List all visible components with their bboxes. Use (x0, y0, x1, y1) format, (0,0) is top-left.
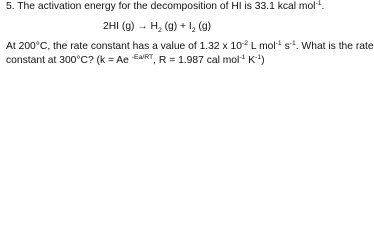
reaction-product-h2: H (147, 21, 158, 32)
question-line (6, 55, 265, 67)
line3-exp-1: -2 (241, 40, 248, 47)
reaction-reactant: 2HI (g) (103, 21, 138, 32)
reaction-product-mid: (g) + I (161, 21, 192, 32)
line3-text-d: . What is the rate (295, 41, 374, 52)
line4-text-a: constant at 300°C? (k = Ae (6, 55, 132, 66)
line3-exp-3: -1 (289, 40, 296, 47)
reaction-product-end: (g) (195, 21, 212, 32)
line4-exp-1: -Ea/RT (131, 54, 154, 61)
rate-constant-line (6, 41, 374, 53)
reaction-equation (103, 21, 211, 33)
line4-exp-2: -1 (239, 54, 246, 61)
line3-text-a: At 200°C, the rate constant has a value of 1.32 x 10 (6, 41, 242, 52)
line4-text-b: , R = 1.987 cal mol (153, 55, 240, 66)
line3-text-b: L mol (248, 41, 276, 52)
line3-exp-2: -1 (275, 40, 282, 47)
line4-exp-3: -1 (255, 54, 262, 61)
question-statement (6, 1, 324, 13)
line3-text-c: s (281, 41, 290, 52)
h2-subscript: 2 (157, 26, 162, 34)
reaction-arrow-icon: → (137, 21, 148, 32)
line4-text-c: K (245, 55, 256, 66)
statement-period: . (321, 1, 325, 12)
line4-text-d: ) (261, 55, 265, 66)
statement-exponent: -1 (315, 0, 322, 7)
question-number: 5. (6, 1, 15, 12)
i2-subscript: 2 (191, 26, 196, 34)
statement-text: The activation energy for the decomposition of HI is 33.1 kcal mol (14, 1, 316, 12)
